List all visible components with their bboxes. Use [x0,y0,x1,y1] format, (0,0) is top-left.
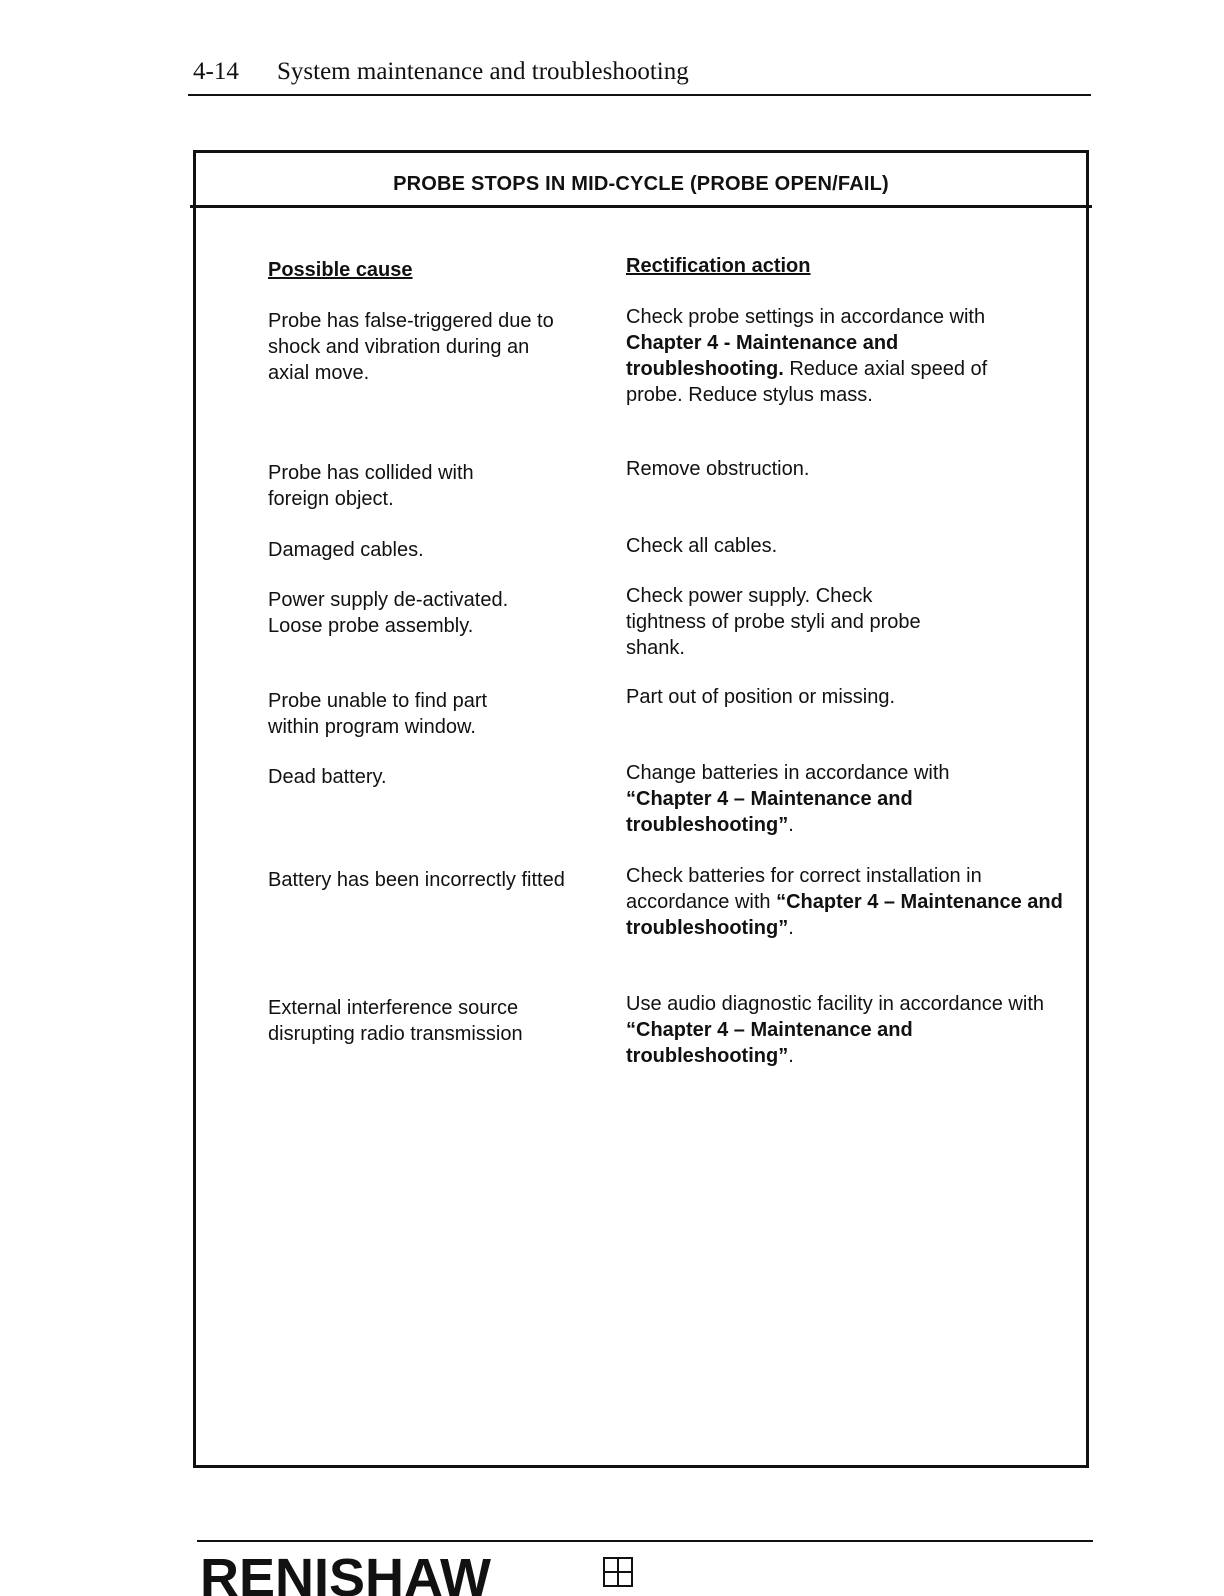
action-cell: Check batteries for correct installation in accordance with “Chapter 4 – Maintenance and troubleshooting”. [626,865,1063,939]
troubleshooting-panel [193,150,1089,1468]
cause-cell: Power supply de-activated. Loose probe assembly. [268,589,509,637]
svg-text:RENISHAW: RENISHAW [200,1548,492,1596]
page-header [193,58,1091,86]
action-cell: Remove obstruction. [626,458,810,480]
section-title: System maintenance and troubleshooting [277,58,689,85]
panel-title-divider [190,205,1092,208]
action-cell: Check all cables. [626,535,778,557]
action-cell: Part out of position or missing. [626,686,896,708]
renishaw-logo [200,1548,640,1596]
header-divider [188,94,1091,96]
footer-divider [197,1540,1093,1542]
cause-column-heading: Possible cause [268,259,413,281]
cause-cell: Damaged cables. [268,539,424,561]
panel-title: PROBE STOPS IN MID-CYCLE (PROBE OPEN/FAIL) [393,173,889,195]
action-column-heading: Rectification action [626,255,811,277]
action-cell: Check power supply. Check tightness of probe styli and probe shank. [626,585,921,659]
action-cell: Use audio diagnostic facility in accordance with “Chapter 4 – Maintenance and troubleshooting”. [626,993,1044,1067]
cause-cell: Probe has collided with foreign object. [268,462,474,510]
page-number: 4-14 [193,58,239,85]
cause-cell: Battery has been incorrectly fitted [268,869,565,891]
action-cell: Change batteries in accordance with “Chapter 4 – Maintenance and troubleshooting”. [626,762,950,836]
cause-cell: Dead battery. [268,766,387,788]
cause-cell: External interference source disrupting radio transmission [268,997,523,1045]
cause-cell: Probe has false-triggered due to shock and vibration during an axial move. [268,310,554,384]
cause-cell: Probe unable to find part within program window. [268,690,488,738]
action-cell: Check probe settings in accordance with Chapter 4 - Maintenance and troubleshooting. Reduce axial speed of probe. Reduce stylus mass. [626,306,988,406]
